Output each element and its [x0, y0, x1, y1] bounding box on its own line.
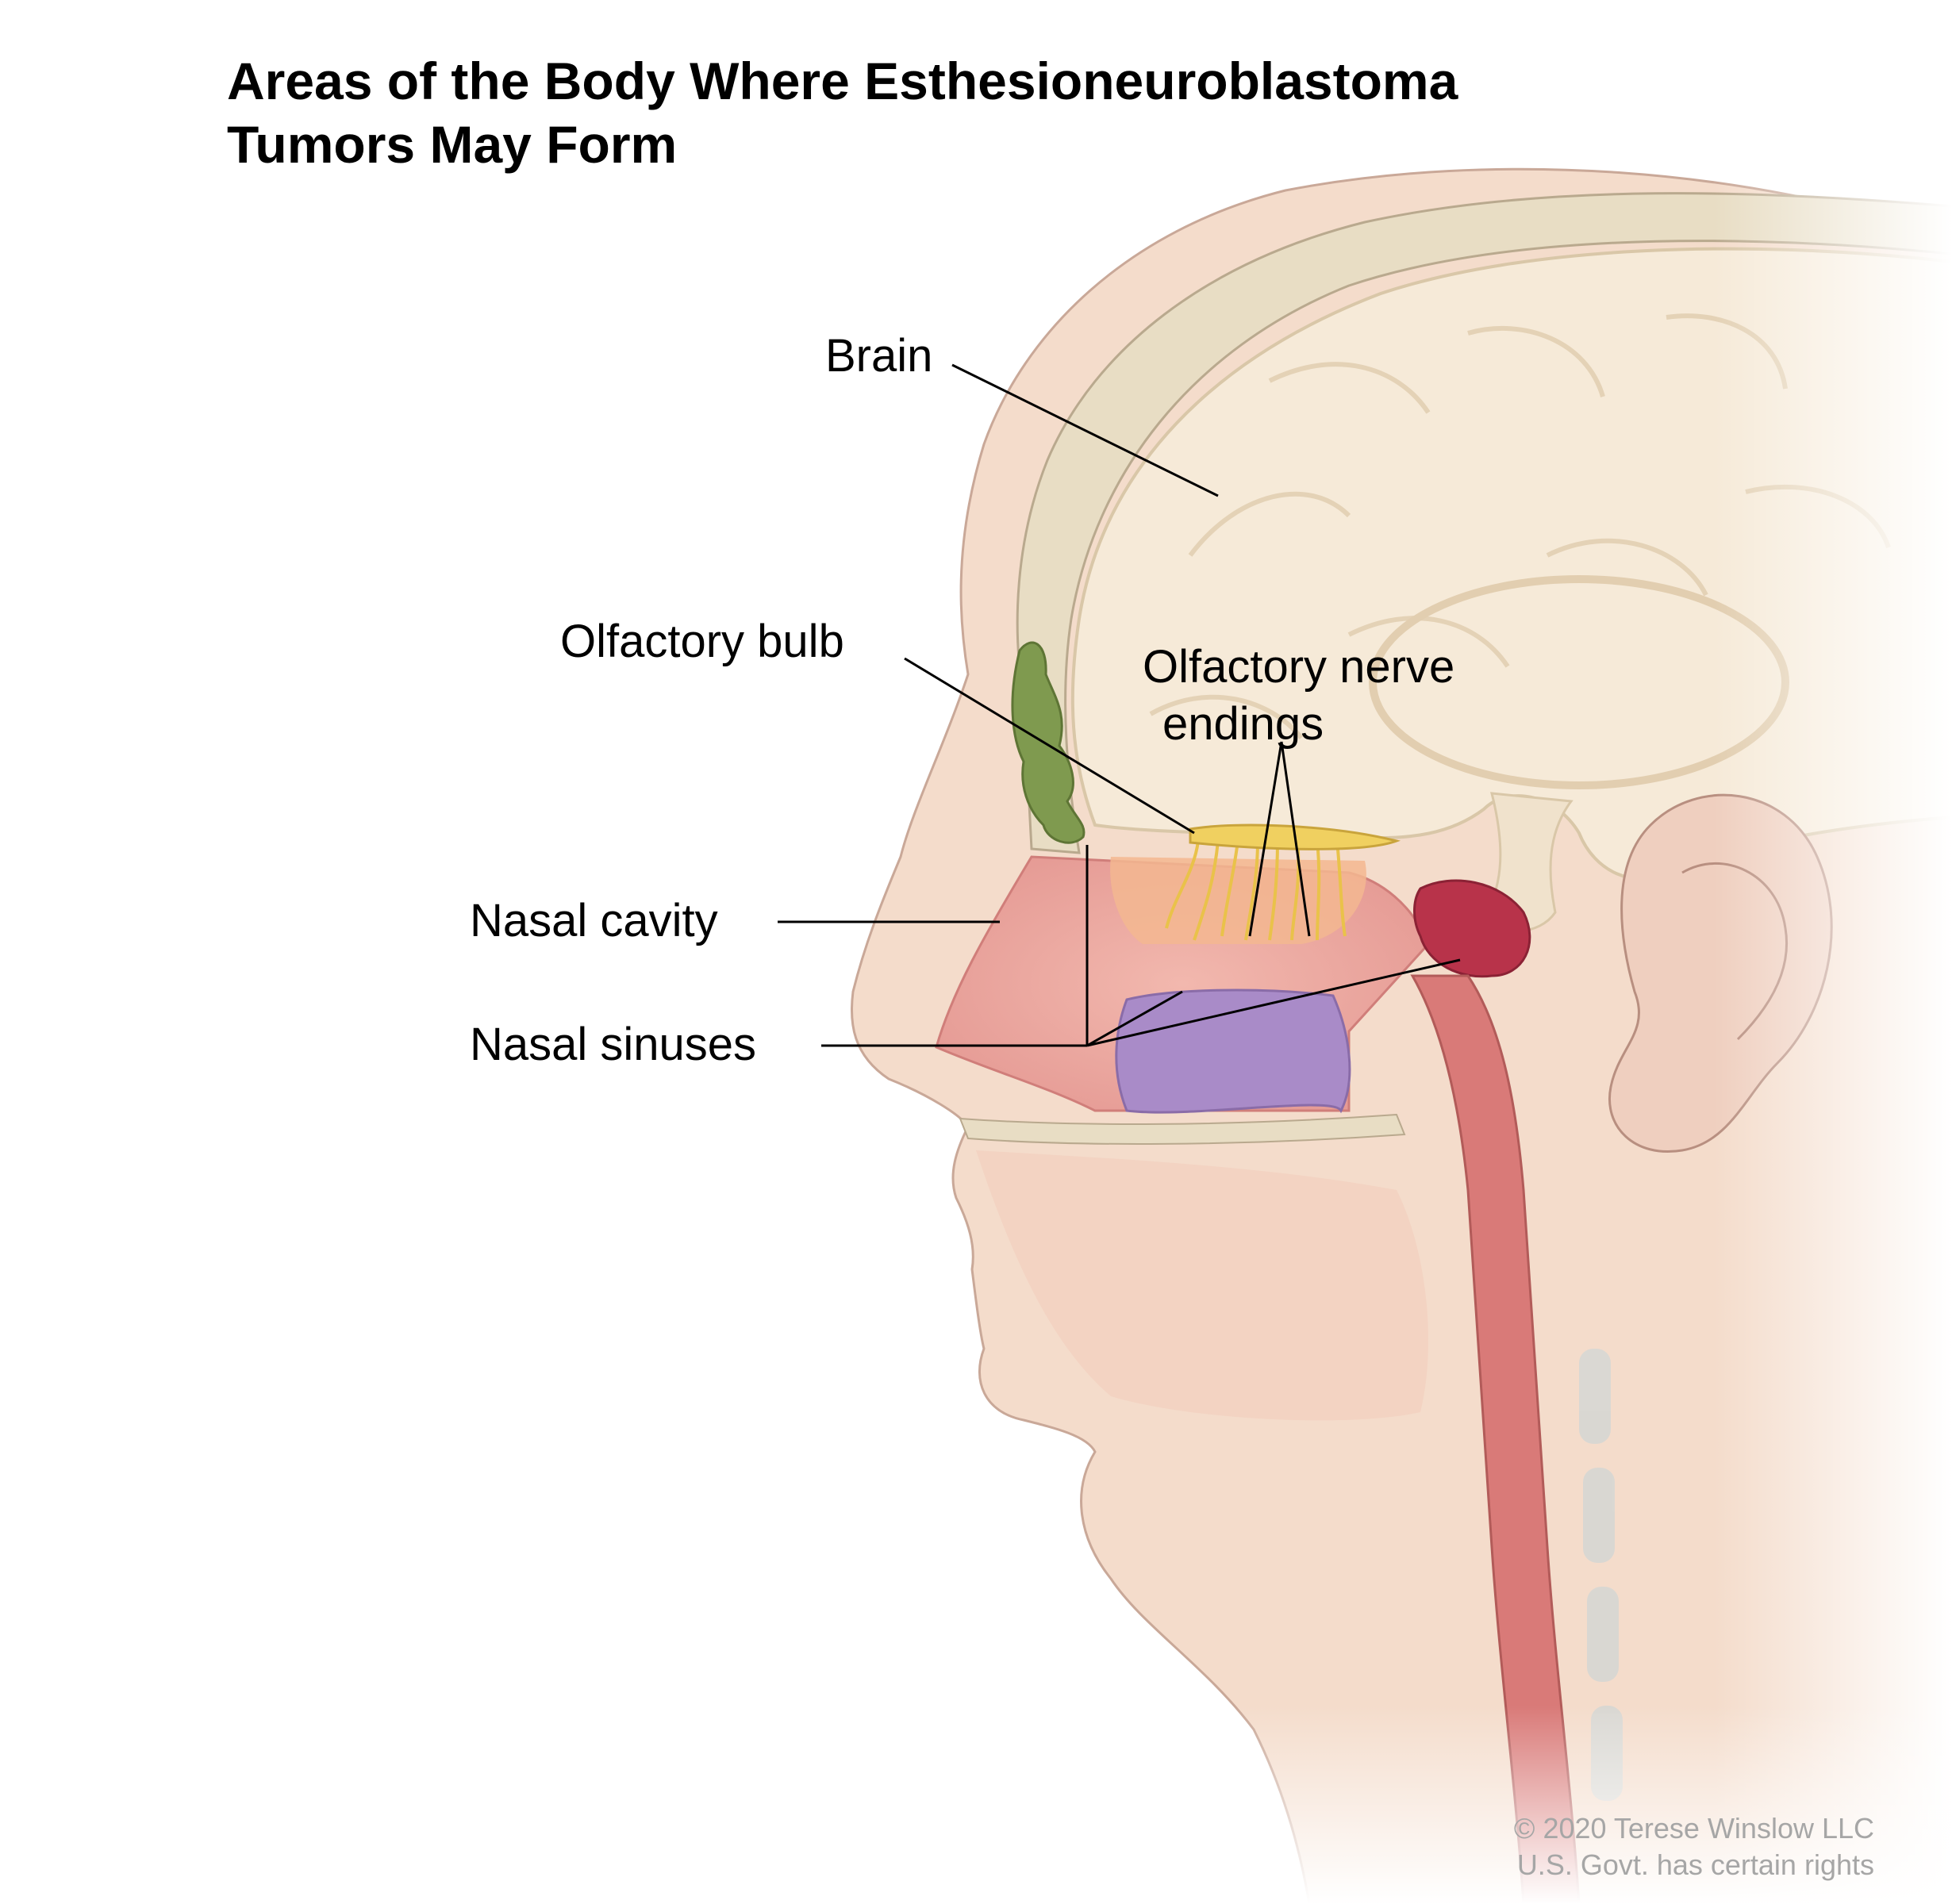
credit-rights: U.S. Govt. has certain rights — [1516, 1848, 1874, 1881]
label-olfactory-nerve-line-1: Olfactory nerve — [1143, 641, 1455, 693]
label-brain: Brain — [825, 330, 933, 382]
label-olfactory-nerve-line-2: endings — [1162, 698, 1324, 750]
olfactory-region — [1110, 857, 1366, 944]
credit-copyright: © 2020 Terese Winslow LLC — [1513, 1812, 1874, 1844]
label-nasal-sinuses: Nasal sinuses — [470, 1019, 757, 1070]
title-line-1: Areas of the Body Where Esthesioneuroblastoma — [227, 52, 1458, 110]
label-olfactory-bulb: Olfactory bulb — [560, 616, 844, 667]
title-line-2: Tumors May Form — [227, 115, 678, 174]
label-nasal-cavity: Nasal cavity — [470, 895, 718, 946]
page-title — [227, 49, 1458, 176]
